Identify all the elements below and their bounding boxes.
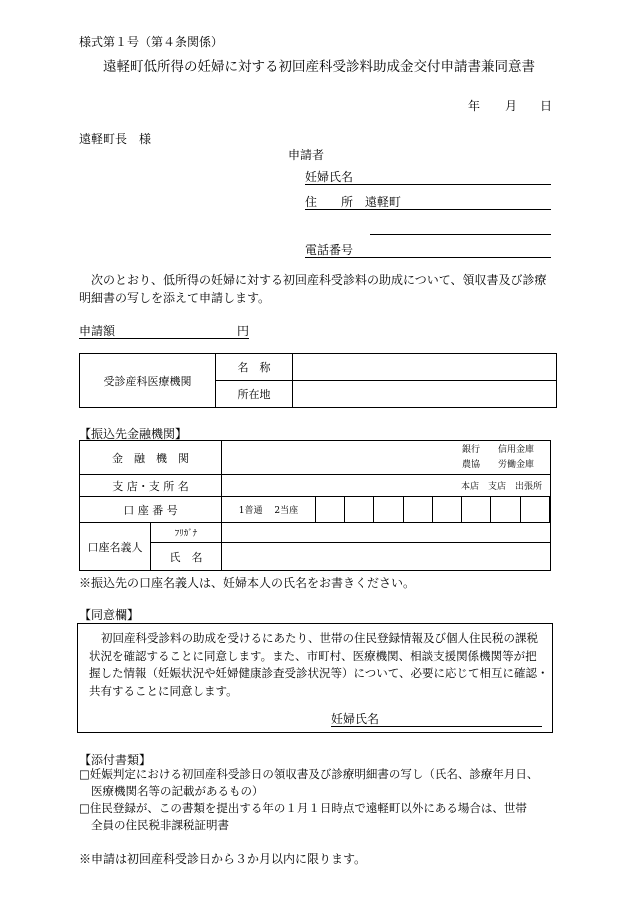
account-digit[interactable] <box>550 497 551 523</box>
consent-line-2: 状況を確認することに同意します。また、市町村、医療機関、相談支援関係機関等が把 <box>89 648 537 663</box>
account-digit[interactable] <box>462 497 491 523</box>
furigana-label: ﾌﾘｶﾞﾅ <box>150 523 221 543</box>
attachments-list <box>79 766 538 834</box>
attachment-item-1: □妊娠判定における初回産科受診日の領収書及び診療明細書の写し（氏名、診療年月日、 <box>79 767 539 781</box>
clinic-label: 受診産科医療機関 <box>80 354 216 408</box>
date-year: 年 <box>468 99 481 113</box>
account-digit[interactable] <box>345 497 374 523</box>
final-note: ※申請は初回産科受診日から３か月以内に限ります。 <box>79 852 367 866</box>
holder-name-input[interactable] <box>222 543 551 571</box>
form-number: 様式第１号（第４条関係） <box>79 35 224 49</box>
amount-unit: 円 <box>236 324 249 338</box>
address-value: 遠軽町 <box>364 195 401 209</box>
bank-types-1: 銀行 信用金庫 <box>461 444 534 455</box>
bank-note: ※振込先の口座名義人は、妊婦本人の氏名をお書きください。 <box>79 576 416 590</box>
consent-signature-label: 妊婦氏名 <box>331 712 380 726</box>
consent-heading: 【同意欄】 <box>79 608 140 622</box>
pregnant-name-label: 妊婦氏名 <box>305 170 354 184</box>
date-month: 月 <box>505 99 518 113</box>
clinic-table <box>79 353 557 408</box>
consent-box <box>77 623 553 733</box>
account-digit[interactable] <box>403 497 432 523</box>
account-digit[interactable] <box>315 497 344 523</box>
amount-label: 申請額 <box>79 324 116 338</box>
bank-table <box>79 440 551 571</box>
clinic-location-label: 所在地 <box>216 381 293 408</box>
bank-branch-types: 本店 支店 出張所 <box>460 482 542 492</box>
account-digit[interactable] <box>491 497 520 523</box>
phone-field[interactable] <box>305 241 551 258</box>
intro-line-1: 次のとおり、低所得の妊婦に対する初回産科受診料の助成について、領収書及び診療 <box>91 273 547 287</box>
bank-institution-label: 金 融 機 関 <box>80 441 222 475</box>
pregnant-name-field[interactable] <box>305 168 551 185</box>
addressee: 遠軽町長 様 <box>79 132 152 146</box>
address-label: 住 所 <box>305 195 354 209</box>
bank-branch-input[interactable] <box>222 475 551 497</box>
consent-line-3: 握した情報（妊娠状況や妊婦健康診査受診状況等）について、必要に応じて相互に確認・ <box>89 666 549 680</box>
bank-institution-input[interactable] <box>222 441 551 475</box>
clinic-name-label: 名 称 <box>216 354 293 381</box>
account-digit[interactable] <box>432 497 461 523</box>
intro-line-2: 明細書の写しを添えて申請します。 <box>79 291 271 305</box>
account-holder-label: 口座名義人 <box>80 523 151 571</box>
address-line-2[interactable] <box>370 218 551 235</box>
bank-types-2: 農協 労働金庫 <box>461 459 534 470</box>
attachment-item-1-cont: 医療機関名等の記載があるもの） <box>91 784 264 798</box>
attachment-item-2-cont: 全員の住民税非課税証明書 <box>91 818 229 832</box>
consent-line-4: 共有することに同意します。 <box>89 683 238 698</box>
attachments-heading: 【添付書類】 <box>79 753 152 767</box>
account-digit[interactable] <box>374 497 403 523</box>
clinic-location-input[interactable] <box>293 381 557 408</box>
bank-heading: 【振込先金融機関】 <box>79 427 188 441</box>
holder-name-label: 氏 名 <box>150 543 221 571</box>
amount-field[interactable] <box>79 322 249 339</box>
clinic-name-input[interactable] <box>293 354 557 381</box>
consent-line-1: 初回産科受診料の助成を受けるにあたり、世帯の住民登録情報及び個人住民税の課税 <box>101 631 538 645</box>
account-number-label: 口 座 番 号 <box>80 497 222 523</box>
furigana-input[interactable] <box>222 523 551 543</box>
page-title: 遠軽町低所得の妊婦に対する初回産科受診料助成金交付申請書兼同意書 <box>103 59 535 75</box>
bank-branch-label: 支 店・支 所 名 <box>80 475 222 497</box>
phone-label: 電話番号 <box>305 243 354 257</box>
account-types: 1普通 2当座 <box>238 506 299 516</box>
applicant-heading: 申請者 <box>288 148 325 162</box>
account-digit[interactable] <box>520 497 549 523</box>
intro-text <box>79 271 547 307</box>
date-day: 日 <box>540 99 553 113</box>
consent-signature-field[interactable] <box>331 710 542 727</box>
attachment-item-2: □住民登録が、この書類を提出する年の１月１日時点で遠軽町以外にある場合は、世帯 <box>79 801 527 815</box>
account-type-input[interactable] <box>222 497 316 523</box>
address-field[interactable] <box>305 193 551 210</box>
